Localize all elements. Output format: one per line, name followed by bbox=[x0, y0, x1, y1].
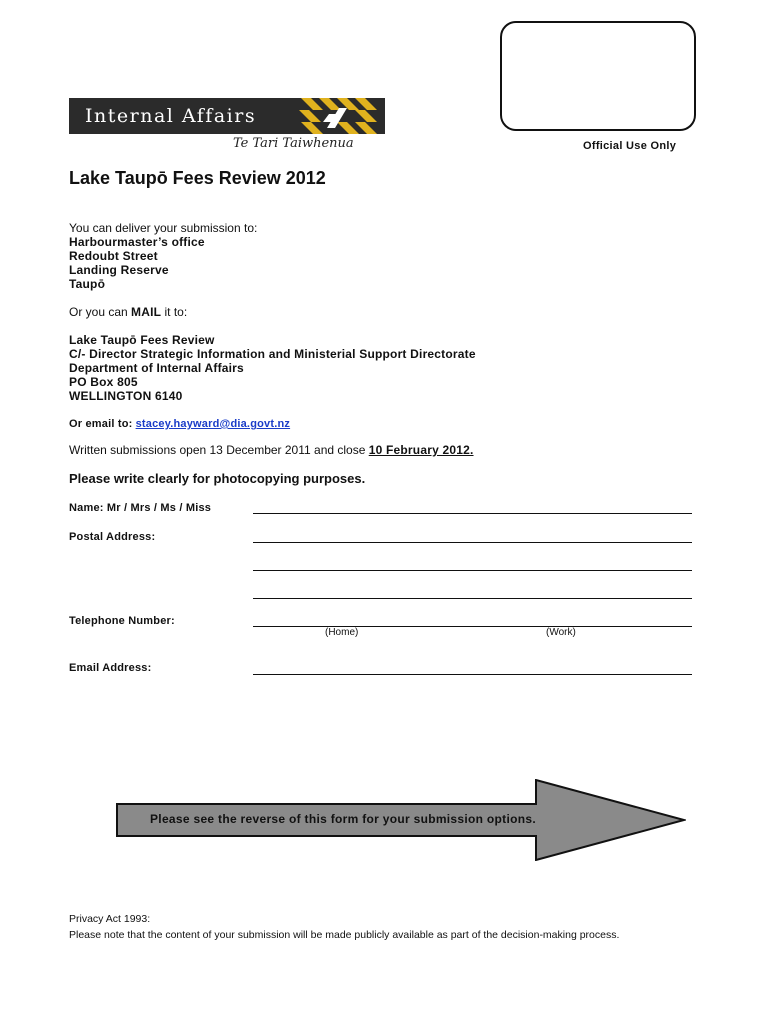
postal-address-line[interactable] bbox=[253, 542, 692, 543]
mail-line: Lake Taupō Fees Review bbox=[69, 333, 215, 347]
postal-address-line[interactable] bbox=[253, 598, 692, 599]
email-address-label: Email Address: bbox=[69, 662, 152, 674]
email-link[interactable]: stacey.hayward@dia.govt.nz bbox=[135, 418, 291, 430]
arrow-message: Please see the reverse of this form for your submission options. bbox=[150, 812, 536, 826]
telephone-line[interactable] bbox=[253, 626, 692, 627]
email-label: Or email to: bbox=[69, 418, 133, 430]
mail-intro-suffix: it to: bbox=[161, 305, 188, 319]
telephone-label: Telephone Number: bbox=[69, 615, 175, 627]
close-date: 10 February 2012. bbox=[368, 443, 474, 457]
mail-line: Department of Internal Affairs bbox=[69, 361, 244, 375]
email-row bbox=[69, 418, 290, 430]
submission-dates bbox=[69, 443, 474, 457]
postal-address-label: Postal Address: bbox=[69, 531, 156, 543]
submission-open-text: Written submissions open 13 December 2011 and close bbox=[69, 443, 369, 457]
privacy-title: Privacy Act 1993: bbox=[69, 913, 151, 925]
deliver-intro: You can deliver your submission to: bbox=[69, 221, 258, 235]
logo-maori-name: Te Tari Taiwhenua bbox=[233, 136, 354, 151]
page-title: Lake Taupō Fees Review 2012 bbox=[69, 168, 326, 188]
name-line[interactable] bbox=[253, 513, 692, 514]
logo-name: Internal Affairs bbox=[69, 98, 299, 134]
deliver-line: Redoubt Street bbox=[69, 249, 158, 263]
mail-intro bbox=[69, 305, 187, 319]
woven-pattern-icon bbox=[299, 98, 385, 134]
postal-address-line[interactable] bbox=[253, 570, 692, 571]
mail-line: C/- Director Strategic Information and Ministerial Support Directorate bbox=[69, 347, 476, 361]
email-address-line[interactable] bbox=[253, 674, 692, 675]
instruction: Please write clearly for photocopying purposes. bbox=[69, 471, 366, 486]
privacy-note: Please note that the content of your submission will be made publicly available as part of the decision-making process. bbox=[69, 929, 620, 941]
official-use-label: Official Use Only bbox=[583, 140, 677, 152]
mail-line: PO Box 805 bbox=[69, 375, 138, 389]
internal-affairs-logo bbox=[69, 98, 385, 153]
deliver-line: Harbourmaster’s office bbox=[69, 235, 205, 249]
name-label: Name: Mr / Mrs / Ms / Miss bbox=[69, 502, 212, 514]
mail-intro-emphasis: MAIL bbox=[131, 305, 162, 319]
home-label: (Home) bbox=[325, 627, 359, 638]
mail-line: WELLINGTON 6140 bbox=[69, 389, 183, 403]
deliver-line: Taupō bbox=[69, 277, 106, 291]
work-label: (Work) bbox=[546, 627, 576, 638]
official-use-box bbox=[500, 21, 696, 131]
deliver-line: Landing Reserve bbox=[69, 263, 169, 277]
mail-intro-prefix: Or you can bbox=[69, 305, 132, 319]
